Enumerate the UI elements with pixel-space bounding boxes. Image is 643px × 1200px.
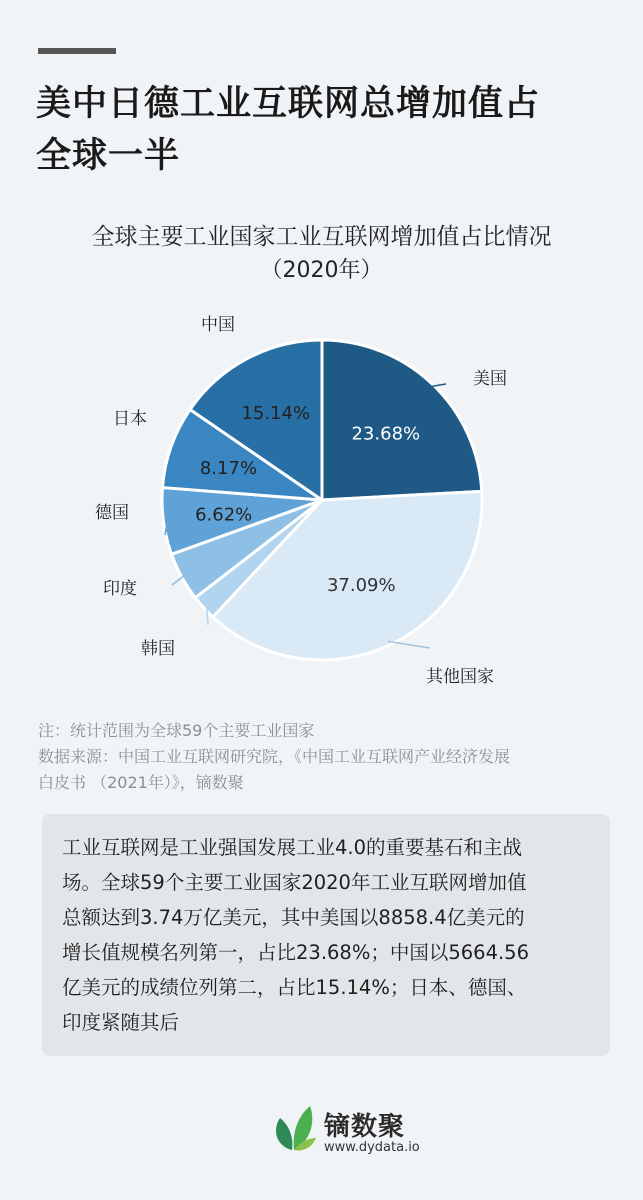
chart-title: 全球主要工业国家工业互联网增加值占比情况 [91,224,552,250]
slice-name-label: 日本 [113,409,147,429]
brand-name: 镝数聚 [324,1112,406,1142]
summary-line: 亿美元的成绩位列第二，占比15.14%；日本、德国、 [62,976,527,999]
summary-line: 总额达到3.74万亿美元，其中美国以8858.4亿美元的 [62,906,525,929]
pie-slice-0 [322,340,482,500]
accent-bar [38,48,116,54]
summary-line: 场。全球59个主要工业国家2020年工业互联网增加值 [62,871,527,894]
leaf-logo-icon [270,1102,318,1154]
slice-value-label: 15.14% [241,403,311,425]
headline-line-1: 美中日德工业互联网总增加值占 [36,84,541,124]
summary-line: 工业互联网是工业强国发展工业4.0的重要基石和主战 [62,836,523,859]
slice-name-label: 印度 [103,579,137,599]
chart-notes [38,718,618,796]
brand-url: www.dydata.io [324,1140,420,1155]
page-title [36,78,616,182]
slice-value-label: 37.09% [326,575,396,597]
headline-line-2: 全球一半 [36,136,181,176]
slice-name-label: 韩国 [141,639,175,659]
summary-text [62,830,590,1040]
pie-chart [0,290,643,710]
note-line-1: 注：统计范围为全球59个主要工业国家 [38,721,315,740]
slice-value-label: 23.68% [351,423,421,445]
slice-name-label: 其他国家 [426,667,494,687]
summary-line: 印度紧随其后 [62,1011,180,1034]
slice-name-label: 美国 [473,369,507,389]
summary-box [42,814,610,1056]
slice-value-label: 8.17% [199,457,258,479]
summary-line: 增长值规模名列第一，占比23.68%；中国以5664.56 [62,941,529,964]
slice-name-label: 中国 [201,315,235,335]
chart-subtitle: （2020年） [260,258,383,283]
note-line-3: 白皮书 （2021年）》，镝数聚 [38,773,244,792]
leader-line [388,641,430,648]
slice-name-label: 德国 [95,503,129,523]
note-line-2: 数据来源：中国工业互联网研究院，《中国工业互联网产业经济发展 [38,747,511,766]
brand [270,1102,470,1162]
slice-value-label: 6.62% [195,504,253,526]
